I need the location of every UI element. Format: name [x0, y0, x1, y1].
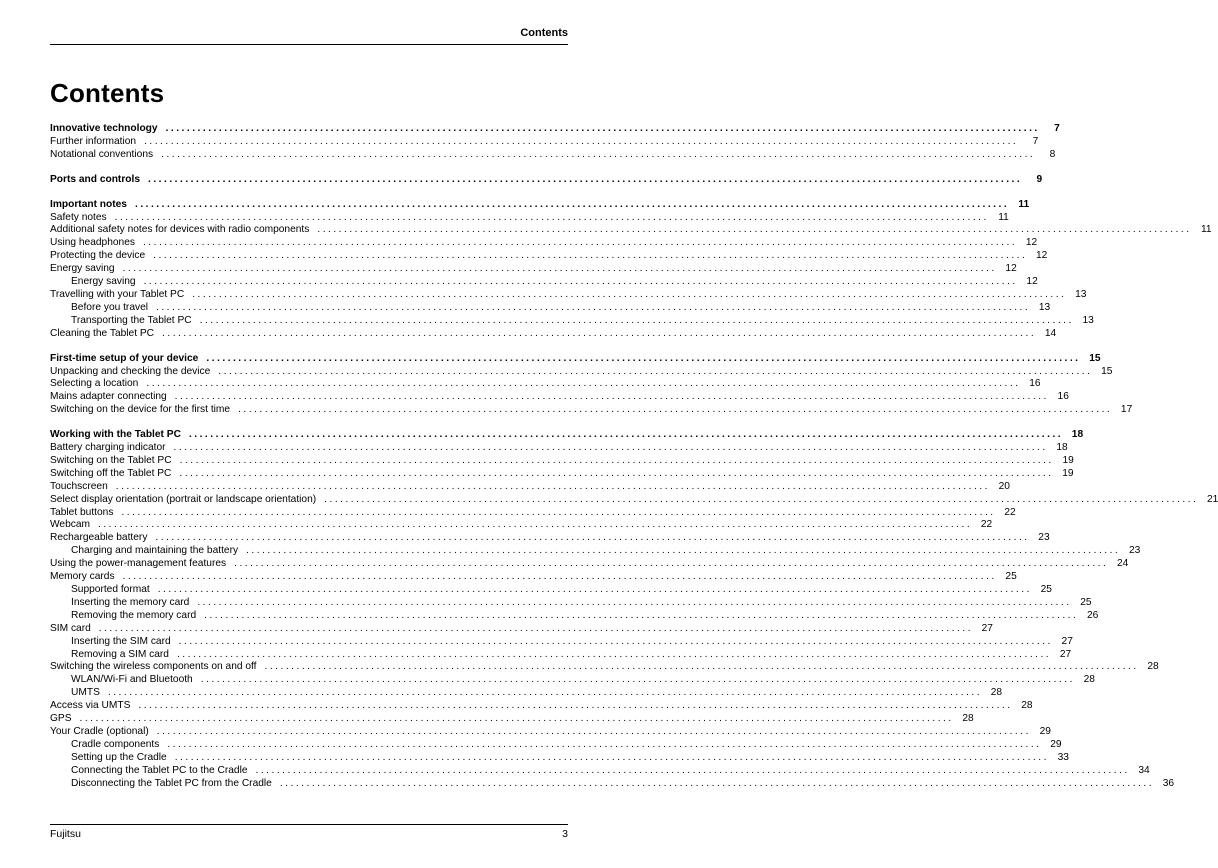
toc-entry[interactable] [50, 327, 1057, 341]
toc-entry-label: Access via UMTS [50, 700, 131, 712]
toc-entry[interactable] [50, 713, 974, 726]
toc-entry[interactable] [50, 378, 1041, 391]
toc-entry-page: 14 [1044, 327, 1057, 339]
toc-entry[interactable] [50, 365, 1113, 379]
toc-leader-dots: .................................................................................................................................................................... [134, 198, 1010, 210]
toc-entry-label: Travelling with your Tablet PC [50, 288, 185, 300]
toc-entry-page: 29 [1039, 725, 1051, 737]
toc-leader-dots: .................................................................................................................................................................... [279, 777, 1155, 789]
toc-entry-page: 13 [1038, 301, 1051, 313]
toc-entry-page: 28 [962, 713, 974, 725]
toc-leader-dots: .................................................................................................................................................................... [156, 301, 1031, 313]
toc-entry[interactable] [50, 738, 1062, 752]
toc-leader-dots: .................................................................................................................................................................... [192, 288, 1067, 300]
toc-entry[interactable] [50, 777, 1175, 791]
toc-leader-dots: .................................................................................................................................................................... [264, 661, 1139, 673]
footer-brand: Fujitsu [50, 828, 81, 840]
toc-entry-page: 25 [1005, 571, 1017, 583]
toc-entry-label: GPS [50, 713, 72, 725]
toc-entry-page: 19 [1062, 454, 1074, 466]
toc-entry-page: 24 [1116, 558, 1129, 570]
toc-entry-label: Protecting the device [50, 250, 146, 262]
toc-entry[interactable] [50, 700, 1033, 713]
toc-leader-dots: .................................................................................................................................................................... [155, 532, 1030, 544]
toc-entry-page: 9 [1036, 173, 1043, 185]
toc-leader-dots: .................................................................................................................................................................... [144, 135, 1019, 147]
toc-entry-page: 27 [1061, 635, 1073, 647]
toc-entry-label: Additional safety notes for devices with radio components [50, 224, 310, 236]
toc-entry[interactable] [50, 493, 1218, 507]
toc-entry-page: 11 [998, 211, 1009, 223]
toc-leader-dots: .................................................................................................................................................................... [188, 429, 1064, 441]
toc-entry-page: 23 [1128, 545, 1141, 557]
toc-entry-label: Safety notes [50, 211, 107, 223]
page-title: Contents [50, 78, 165, 108]
toc-entry-page: 18 [1056, 442, 1068, 454]
toc-entry-page: 12 [1036, 250, 1048, 262]
toc-entry[interactable] [50, 211, 1009, 225]
toc-entry[interactable] [50, 622, 993, 636]
toc-leader-dots: .................................................................................................................................................................... [148, 173, 1023, 185]
toc-leader-dots: .................................................................................................................................................................... [115, 480, 990, 492]
toc-entry[interactable] [50, 480, 1010, 494]
toc-leader-dots: .................................................................................................................................................................... [146, 378, 1021, 390]
toc-entry-label: Switching on the device for the first time [50, 404, 231, 416]
toc-leader-dots: .................................................................................................................................................................... [238, 404, 1113, 416]
toc-leader-dots: .................................................................................................................................................................... [246, 545, 1121, 557]
toc-entry-page: 11 [1018, 198, 1030, 210]
toc-entry-page: 8 [1049, 148, 1056, 160]
toc-entry-label: Removing the memory card [71, 609, 197, 621]
toc-entry-label: Connecting the Tablet PC to the Cradle [71, 764, 248, 776]
toc-entry[interactable] [50, 173, 1043, 187]
toc-entry-label: Working with the Tablet PC [50, 429, 181, 441]
toc-entry[interactable] [50, 288, 1087, 302]
toc-leader-dots: .................................................................................................................................................................... [153, 250, 1028, 262]
toc-entry-label: Removing a SIM card [71, 648, 169, 660]
toc-leader-dots: .................................................................................................................................................................... [138, 700, 1013, 712]
header-rule [50, 44, 568, 45]
toc-entry-label: Using headphones [50, 237, 135, 249]
toc-entry[interactable] [50, 404, 1133, 417]
toc-leader-dots: .................................................................................................................................................................... [174, 391, 1049, 403]
toc-entry-page: 36 [1162, 777, 1175, 789]
toc-entry[interactable] [50, 751, 1069, 765]
toc-entry[interactable] [50, 263, 1017, 276]
toc-leader-dots: .................................................................................................................................................................... [122, 571, 997, 583]
toc-leader-dots: .................................................................................................................................................................... [157, 584, 1032, 595]
toc-entry-page: 28 [1083, 674, 1095, 686]
toc-entry-page: 12 [1026, 276, 1038, 288]
toc-entry[interactable] [50, 674, 1095, 687]
toc-leader-dots: .................................................................................................................................................................... [176, 648, 1052, 660]
footer-page-number: 3 [562, 828, 568, 840]
toc-entry-page: 7 [1032, 135, 1039, 147]
toc-entry-page: 28 [990, 687, 1003, 699]
toc-entry-label: Mains adapter connecting [50, 391, 167, 403]
toc-entry-page: 16 [1029, 378, 1041, 390]
toc-leader-dots: .................................................................................................................................................................... [142, 237, 1018, 249]
table-of-contents [50, 123, 1218, 791]
toc-entry-page: 33 [1057, 751, 1069, 763]
toc-leader-dots: .................................................................................................................................................................... [122, 263, 997, 275]
toc-entry[interactable] [50, 764, 1150, 778]
toc-entry-page: 13 [1075, 288, 1087, 300]
toc-entry-page: 28 [1021, 700, 1033, 712]
toc-leader-dots: .................................................................................................................................................................... [79, 713, 954, 725]
toc-leader-dots: .................................................................................................................................................................... [98, 519, 973, 531]
toc-entry-label: Cleaning the Tablet PC [50, 327, 155, 339]
toc-entry-page: 12 [1025, 237, 1038, 249]
toc-entry-page: 22 [1004, 506, 1016, 518]
toc-entry-page: 16 [1057, 391, 1069, 403]
toc-entry-label: Rechargeable battery [50, 532, 148, 544]
toc-entry-label: First-time setup of your device [50, 352, 199, 364]
toc-entry-label: Webcam [50, 519, 91, 531]
toc-entry-page: 27 [1059, 648, 1072, 660]
toc-entry-page: 26 [1087, 609, 1099, 621]
toc-entry[interactable] [50, 596, 1092, 610]
toc-entry[interactable] [50, 442, 1068, 455]
toc-leader-dots: .................................................................................................................................................................... [174, 751, 1049, 763]
toc-entry[interactable] [50, 519, 993, 532]
toc-entry[interactable] [50, 545, 1141, 558]
toc-entry-label: Unpacking and checking the device [50, 365, 211, 377]
toc-entry-label: Further information [50, 135, 137, 147]
footer-rule [50, 824, 568, 825]
toc-leader-dots: .................................................................................................................................................................... [324, 493, 1199, 505]
toc-entry-label: Touchscreen [50, 480, 108, 492]
toc-entry[interactable] [50, 276, 1038, 289]
toc-entry-page: 28 [1147, 661, 1159, 673]
toc-entry-page: 23 [1038, 532, 1050, 544]
toc-entry-page: 12 [1005, 263, 1017, 275]
toc-entry[interactable] [50, 237, 1038, 250]
toc-entry[interactable] [50, 123, 1060, 136]
toc-entry[interactable] [50, 250, 1048, 263]
toc-leader-dots: .................................................................................................................................................................... [317, 224, 1192, 236]
toc-entry-page: 15 [1089, 352, 1101, 364]
toc-entry[interactable] [50, 609, 1099, 623]
toc-entry[interactable] [50, 224, 1212, 237]
toc-entry-label: Inserting the memory card [71, 596, 190, 608]
toc-leader-dots: .................................................................................................................................................................... [206, 352, 1081, 364]
toc-entry[interactable] [50, 301, 1051, 315]
toc-leader-dots: .................................................................................................................................................................... [107, 687, 983, 699]
toc-entry-label: Cradle components [71, 738, 160, 750]
toc-entry-label: Innovative technology [50, 123, 158, 134]
toc-entry-page: 29 [1050, 738, 1062, 750]
toc-entry-page: 25 [1040, 584, 1052, 595]
toc-leader-dots: .................................................................................................................................................................... [161, 148, 1036, 160]
toc-leader-dots: .................................................................................................................................................................... [218, 365, 1093, 377]
toc-entry-page: 18 [1071, 429, 1084, 441]
toc-leader-dots: .................................................................................................................................................................... [178, 635, 1053, 647]
toc-entry-page: 22 [980, 519, 993, 531]
toc-leader-dots: .................................................................................................................................................................... [255, 764, 1130, 776]
toc-entry[interactable] [50, 635, 1073, 649]
toc-leader-dots: .................................................................................................................................................................... [121, 506, 996, 518]
toc-entry-label: Setting up the Cradle [71, 751, 167, 763]
toc-entry-page: 7 [1054, 123, 1060, 134]
toc-entry[interactable] [50, 314, 1094, 328]
toc-entry-label: UMTS [71, 687, 100, 699]
toc-leader-dots: .................................................................................................................................................................... [200, 674, 1075, 686]
toc-entry[interactable] [50, 135, 1039, 149]
toc-leader-dots: .................................................................................................................................................................... [179, 467, 1054, 479]
toc-entry[interactable] [50, 467, 1074, 481]
toc-entry[interactable] [50, 584, 1052, 597]
toc-leader-dots: .................................................................................................................................................................... [204, 609, 1079, 621]
running-header-title: Contents [520, 27, 568, 39]
toc-entry-label: Switching on the Tablet PC [50, 454, 172, 466]
toc-leader-dots: .................................................................................................................................................................... [156, 725, 1031, 737]
toc-leader-dots: .................................................................................................................................................................... [143, 276, 1018, 288]
toc-entry-page: 17 [1120, 404, 1133, 416]
toc-entry-label: Switching off the Tablet PC [50, 467, 172, 479]
toc-entry[interactable] [50, 429, 1084, 442]
toc-leader-dots: .................................................................................................................................................................... [98, 622, 973, 634]
toc-entry-label: Selecting a location [50, 378, 139, 390]
toc-leader-dots: .................................................................................................................................................................... [179, 454, 1054, 466]
toc-entry[interactable] [50, 506, 1016, 520]
toc-entry-label: Notational conventions [50, 148, 154, 160]
toc-entry-label: Before you travel [71, 301, 149, 313]
toc-entry[interactable] [50, 148, 1056, 162]
toc-entry-label: Charging and maintaining the battery [71, 545, 239, 557]
toc-entry[interactable] [50, 391, 1069, 404]
toc-entry[interactable] [50, 571, 1017, 584]
toc-entry[interactable] [50, 198, 1030, 212]
toc-entry-label: Supported format [71, 584, 150, 595]
toc-entry-page: 15 [1101, 365, 1113, 377]
toc-entry-label: Switching the wireless components on and off [50, 661, 257, 673]
toc-leader-dots: .................................................................................................................................................................... [197, 596, 1072, 608]
toc-leader-dots: .................................................................................................................................................................... [199, 314, 1074, 326]
toc-entry[interactable] [50, 661, 1159, 674]
toc-entry[interactable] [50, 725, 1051, 739]
toc-entry-label: Your Cradle (optional) [50, 725, 149, 737]
toc-entry[interactable] [50, 648, 1072, 662]
toc-entry[interactable] [50, 532, 1050, 545]
toc-entry-label: SIM card [50, 622, 91, 634]
toc-entry-label: Energy saving [50, 263, 115, 275]
toc-leader-dots: .................................................................................................................................................................... [114, 211, 989, 223]
toc-entry-page: 13 [1082, 314, 1094, 326]
toc-entry-label: Inserting the SIM card [71, 635, 171, 647]
toc-entry-page: 21 [1207, 493, 1218, 505]
toc-entry-page: 11 [1200, 224, 1212, 236]
toc-entry-label: Select display orientation (portrait or landscape orientation) [50, 493, 317, 505]
toc-entry-label: Using the power-management features [50, 558, 227, 570]
toc-leader-dots: .................................................................................................................................................................... [165, 123, 1040, 134]
toc-entry[interactable] [50, 687, 1003, 700]
toc-entry-label: Disconnecting the Tablet PC from the Cradle [71, 777, 272, 789]
toc-leader-dots: .................................................................................................................................................................... [167, 738, 1042, 750]
toc-entry-label: Energy saving [71, 276, 136, 288]
toc-entry-page: 34 [1138, 764, 1150, 776]
toc-entry-page: 25 [1080, 596, 1092, 608]
toc-entry-page: 20 [998, 480, 1010, 492]
toc-entry-label: Transporting the Tablet PC [71, 314, 192, 326]
toc-entry-label: Battery charging indicator [50, 442, 166, 454]
toc-leader-dots: .................................................................................................................................................................... [162, 327, 1037, 339]
toc-entry-label: Memory cards [50, 571, 115, 583]
toc-entry-label: WLAN/Wi-Fi and Bluetooth [71, 674, 193, 686]
toc-entry-page: 27 [981, 622, 993, 634]
toc-entry[interactable] [50, 454, 1074, 468]
toc-entry-page: 19 [1062, 467, 1074, 479]
toc-entry-label: Tablet buttons [50, 506, 114, 518]
toc-leader-dots: .................................................................................................................................................................... [234, 558, 1109, 570]
toc-entry-label: Ports and controls [50, 173, 141, 185]
toc-entry[interactable] [50, 558, 1129, 571]
toc-entry-label: Important notes [50, 198, 127, 210]
toc-leader-dots: .................................................................................................................................................................... [173, 442, 1048, 454]
toc-entry[interactable] [50, 352, 1101, 366]
